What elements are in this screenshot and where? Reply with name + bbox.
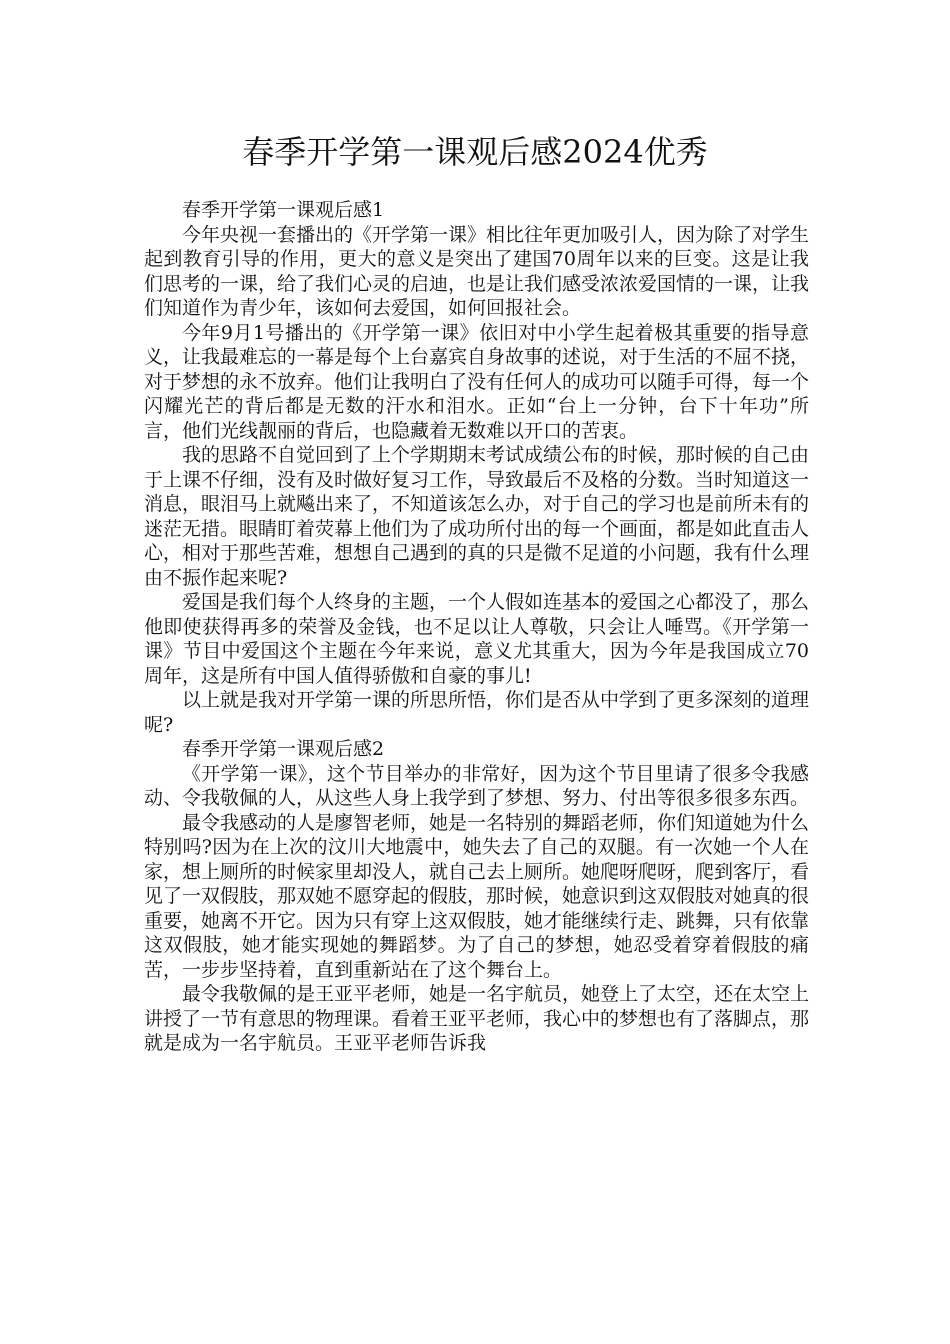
paragraph: 以上就是我对开学第一课的所思所悟，你们是否从中学到了更多深刻的道理呢? [144,689,810,736]
paragraph: 最令我敬佩的是王亚平老师，她是一名宇航员，她登上了太空，还在太空上讲授了一节有意思的物理课。看着王亚平老师，我心中的梦想也有了落脚点，那就是成为一名宇航员。王亚平老师告诉我 [144,983,810,1054]
section-heading: 春季开学第一课观后感1 [182,199,385,221]
paragraph: 今年央视一套播出的《开学第一课》相比往年更加吸引人，因为除了对学生起到教育引导的作用，更大的意义是突出了建国70周年以来的巨变。这是让我们思考的一课，给了我们心灵的启迪，也是让我们感受浓浓爱国情的一课，让我们知道作为青少年，该如何去爱国，如何回报社会。 [144,223,810,319]
document-title: 春季开学第一课观后感2024优秀 [242,133,708,171]
paragraph: 今年9月1号播出的《开学第一课》依旧对中小学生起着极其重要的指导意义，让我最难忘的一幕是每个上台嘉宾自身故事的述说，对于生活的不屈不挠，对于梦想的永不放弃。他们让我明白了没有任何人的成功可以随手可得，每一个闪耀光芒的背后都是无数的汗水和泪水。正如“台上一分钟，台下十年功”所言，他们光线靓丽的背后，也隐藏着无数难以开口的苦衷。 [144,321,810,442]
paragraph: 最令我感动的人是廖智老师，她是一名特别的舞蹈老师，你们知道她为什么特别吗?因为在上次的汶川大地震中，她失去了自己的双腿。有一次她一个人在家，想上厕所的时候家里却没人，就自己去上厕所。她爬呀爬呀，爬到客厅，看见了一双假肢，那双她不愿穿起的假肢，那时候，她意识到这双假肢对她真的很重要，她离不开它。因为只有穿上这双假肢，她才能继续行走、跳舞，只有依靠这双假肢，她才能实现她的舞蹈梦。为了自己的梦想，她忍受着穿着假肢的痛苦，一步步坚持着，直到重新站在了这个舞台上。 [144,811,810,981]
document-body [144,198,809,1056]
paragraph: 我的思路不自觉回到了上个学期期末考试成绩公布的时候，那时候的自己由于上课不仔细，没有及时做好复习工作，导致最后不及格的分数。当时知道这一消息，眼泪马上就飚出来了，不知道该怎么办，对于自己的学习也是前所未有的迷茫无措。眼睛盯着荧幕上他们为了成功所付出的每一个画面，都是如此直击人心，相对于那些苦难，想想自己遇到的真的只是微不足道的小问题，我有什么理由不振作起来呢? [144,444,810,589]
paragraph: 爱国是我们每个人终身的主题，一个人假如连基本的爱国之心都没了，那么他即使获得再多的荣誉及金钱，也不足以让人尊敬，只会让人唾骂。《开学第一课》节目中爱国这个主题在今年来说，意义尤其重大，因为今年是我国成立70周年，这是所有中国人值得骄傲和自豪的事儿! [144,591,810,687]
section-heading: 春季开学第一课观后感2 [182,738,385,760]
paragraph: 《开学第一课》，这个节目举办的非常好，因为这个节目里请了很多令我感动、令我敬佩的人，从这些人身上我学到了梦想、努力、付出等很多很多东西。 [144,762,810,809]
